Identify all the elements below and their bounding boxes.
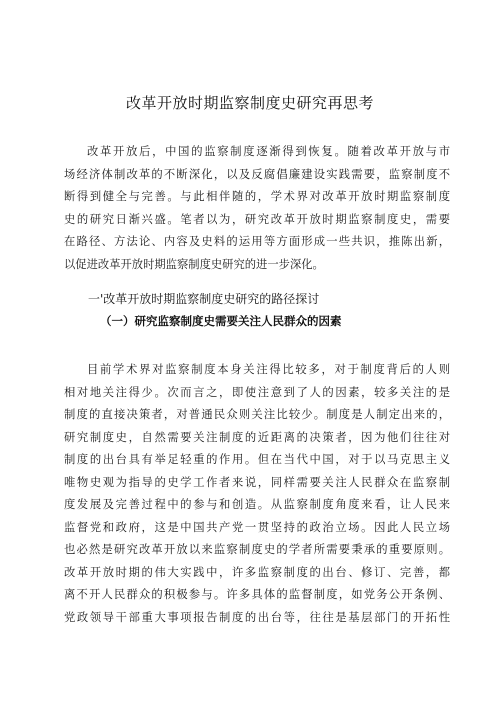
text-line: 在路径、方法论、内容及史料的运用等方面形成一些共识，推陈出新，: [64, 235, 450, 248]
text-line: 改革开放时期的伟大实践中，许多监察制度的出台、修订、完善，都: [64, 565, 450, 579]
text-line: 研究制度史，自然需要关注制度的近距离的决策者，因为他们往往对: [64, 430, 450, 444]
intro-paragraph: [64, 141, 450, 276]
section-heading: 一'改革开放时期监察制度史研究的路径探讨: [88, 292, 320, 306]
text-line: 离不开人民群众的积极参与。许多具体的监督制度，如党务公开条例、: [64, 588, 450, 601]
text-line: 改革开放后，中国的监察制度逐渐得到恢复。随着改革开放与市: [87, 145, 450, 158]
text-line: 目前学术界对监察制度本身关注得比较多，对于制度背后的人则: [87, 363, 450, 376]
text-line: 断得到健全与完善。与此相伴随的，学术界对改革开放时期监察制度: [64, 190, 450, 203]
text-line: 相对地关注得少。次而言之，即使注意到了人的因素，较多关注的是: [64, 385, 450, 399]
text-line: 监督党和政府，这是中国共产党一贯坚持的政治立场。因此人民立场: [64, 520, 450, 534]
text-line: 党政领导干部重大事项报告制度的出台等，往往是基层部门的开拓性: [64, 610, 450, 624]
page-title: 改革开放时期监察制度史研究再思考: [125, 94, 374, 112]
text-line: 唯物史观为指导的史学工作者来说，同样需要关注人民群众在监察制: [64, 475, 450, 489]
text-line: 制度的直接决策者，对普通民众则关注比较少。制度是人制定出来的，: [64, 408, 450, 421]
text-line: 以促进改革开放时期监察制度史研究的进一步深化。: [64, 257, 324, 271]
text-line: 制度的出台具有举足轻重的作用。但在当代中国，对于以马克思主义: [64, 453, 450, 466]
text-line: 也必然是研究改革开放以来监察制度史的学者所需要秉承的重要原则。: [64, 543, 450, 556]
text-line: 度发展及完善过程中的参与和创造。从监察制度角度来看，让人民来: [64, 498, 450, 511]
text-line: 史的研究日渐兴盛。笔者以为，研究改革开放时期监察制度史，需要: [64, 212, 450, 226]
subsection-heading: （一）研究监察制度史需要关注人民群众的因素: [100, 314, 342, 328]
section-paragraph: [64, 359, 450, 629]
text-line: 场经济体制改革的不断深化，以及反腐倡廉建设实践需要，监察制度不: [64, 167, 450, 181]
